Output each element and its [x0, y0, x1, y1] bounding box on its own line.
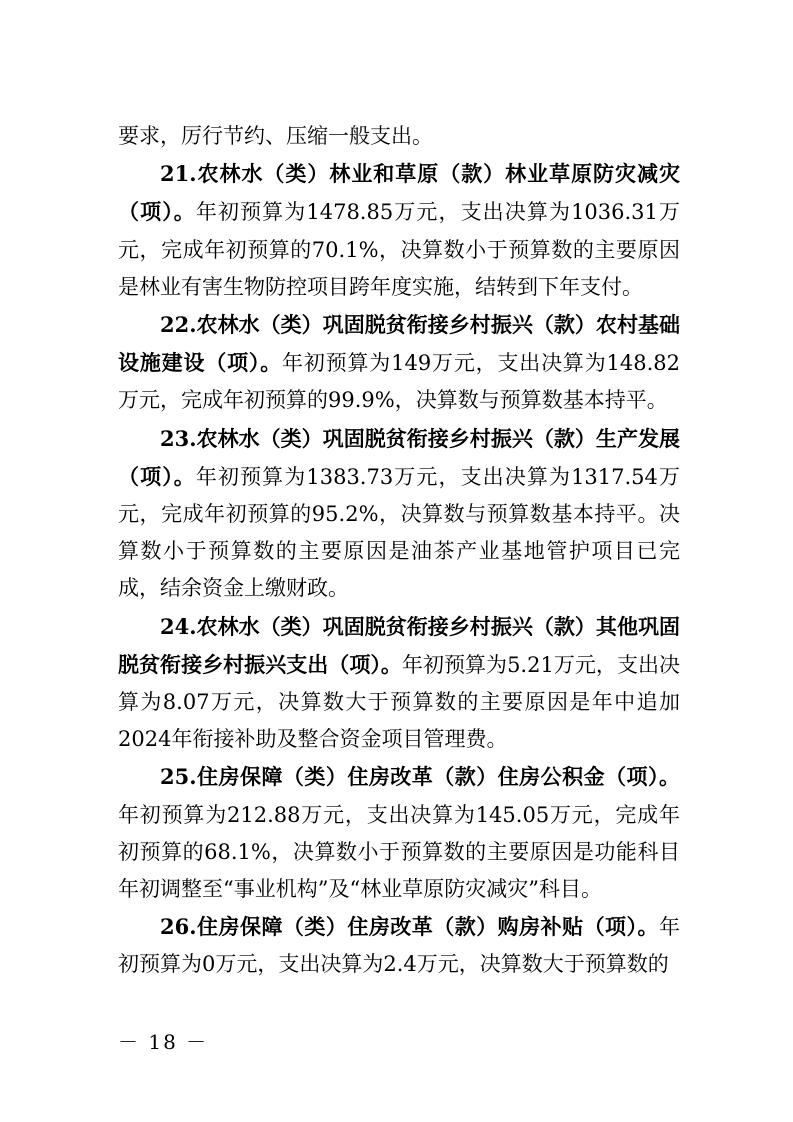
paragraph-heading: 26.住房保障（类）住房改革（款）购房补贴（项）。 — [160, 914, 659, 940]
document-body — [118, 118, 680, 984]
paragraph-heading: 23.农林水（类）巩固脱贫衔接乡村振兴（款）生产发展（项）。 — [118, 425, 680, 489]
page-number: － 18 － — [118, 1030, 209, 1054]
paragraph-text: 年初预算为212.88万元，支出决算为145.05万元，完成年初预算的68.1%，决算数小于预算数的主要原因是功能科目年初调整至“事业机构”及“林业草原防灾减灾”科目。 — [118, 802, 680, 902]
paragraph-continuation — [118, 118, 680, 155]
paragraph-text: 年初预算为1478.85万元，支出决算为1036.31万元，完成年初预算的70.1%，决算数小于预算数的主要原因是林业有害生物防控项目跨年度实施，结转到下年支付。 — [118, 200, 681, 299]
paragraph-heading: 24.农林水（类）巩固脱贫衔接乡村振兴（款）其他巩固脱贫衔接乡村振兴支出（项）。 — [118, 613, 680, 677]
paragraph-item-25 — [118, 758, 680, 908]
paragraph-item-24 — [118, 608, 680, 759]
paragraph-text: 要求，厉行节约、压缩一般支出。 — [118, 124, 433, 148]
paragraph-item-21 — [118, 155, 680, 306]
paragraph-heading: 25.住房保障（类）住房改革（款）住房公积金（项）。 — [160, 764, 680, 790]
paragraph-item-23 — [118, 420, 680, 608]
paragraph-text: 年初预算为1383.73万元，支出决算为1317.54万元，完成年初预算的95.2%，决算数与预算数基本持平。决算数小于预算数的主要原因是油茶产业基地管护项目已完成，结余资金上缴财政。 — [118, 464, 681, 601]
paragraph-text: 年初预算为5.21万元，支出决算为8.07万元，决算数大于预算数的主要原因是年中追加2024年衔接补助及整合资金项目管理费。 — [118, 652, 681, 752]
paragraph-item-22 — [118, 306, 680, 420]
paragraph-heading: 22.农林水（类）巩固脱贫衔接乡村振兴（款）农村基础设施建设（项）。 — [118, 312, 680, 376]
paragraph-text: 年初预算为149万元，支出决算为148.82万元，完成年初预算的99.9%，决算数与预算数基本持平。 — [118, 351, 681, 413]
paragraph-item-26 — [118, 908, 680, 983]
paragraph-heading: 21.农林水（类）林业和草原（款）林业草原防灾减灾（项）。 — [118, 161, 680, 225]
paragraph-text: 年初预算为0万元，支出决算为2.4万元，决算数大于预算数的 — [118, 915, 680, 977]
